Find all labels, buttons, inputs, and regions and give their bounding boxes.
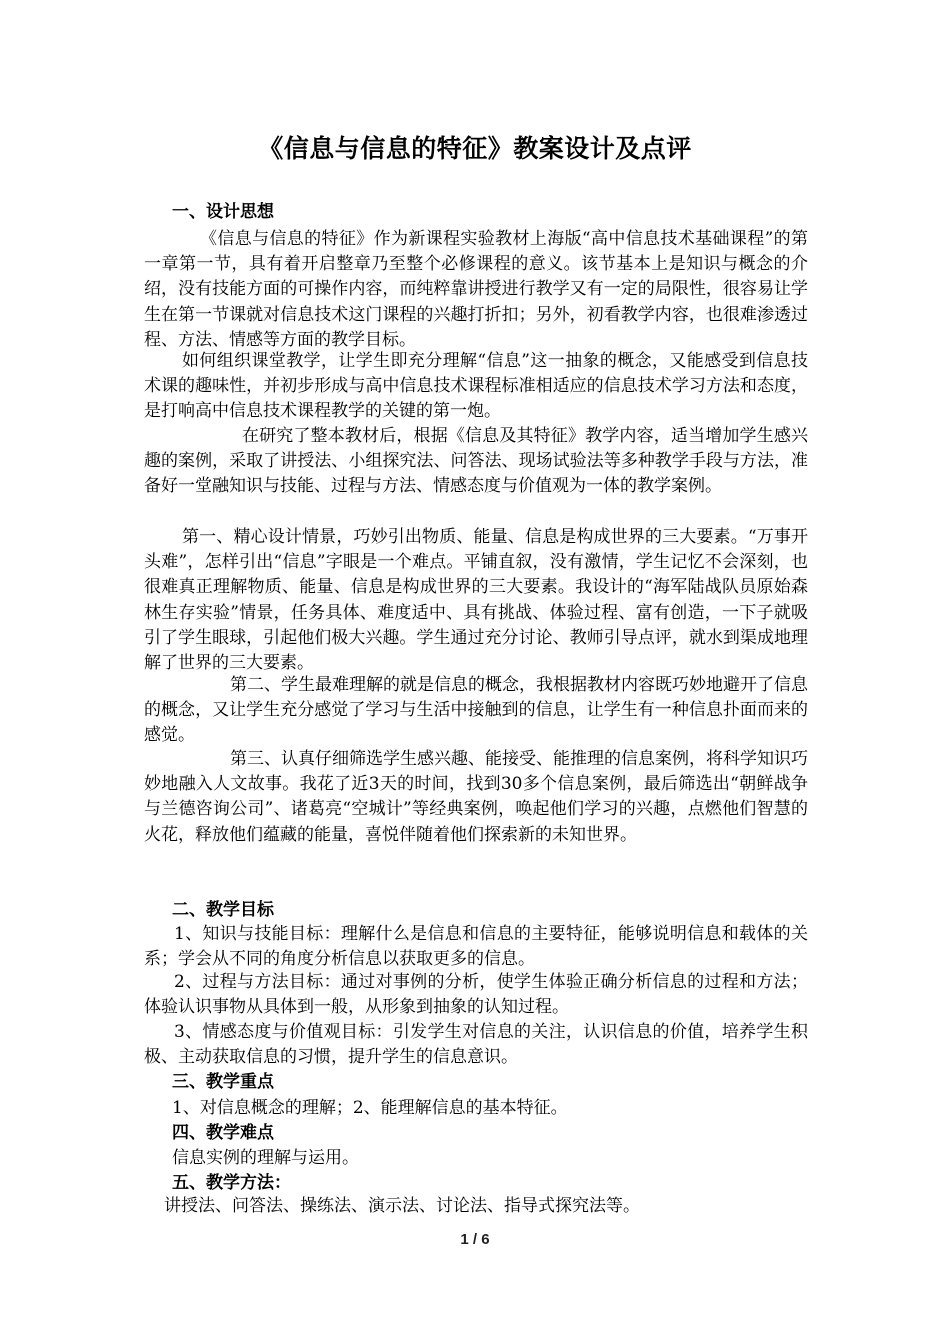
teaching-methods-text: 讲授法、问答法、操练法、演示法、讨论法、指导式探究法等。 <box>164 1196 640 1216</box>
paragraph: 第三、认真仔细筛选学生感兴趣、能接受、能推理的信息案例，将科学知识巧妙地融入人文故事。我花了近3天的时间，找到30多个信息案例，最后筛选出“朝鲜战争与兰德咨询公司”、诸葛亮“空城计”等经典案例，唤起他们学习的兴趣，点燃他们智慧的火花，释放他们蕴藏的能量，喜悦伴随着他们探索新的未知世界。 <box>144 749 808 845</box>
paragraph: 如何组织课堂教学，让学生即充分理解“信息”这一抽象的概念，又能感受到信息技术课的趣味性，并初步形成与高中信息技术课程标准相适应的信息技术学习方法和态度，是打响高中信息技术课程教学的关键的第一炮。 <box>144 351 808 422</box>
paragraph: 《信息与信息的特征》作为新课程实验教材上海版“高中信息技术基础课程”的第一章第一节，具有着开启整章乃至整个必修课程的意义。该节基本上是知识与概念的介绍，没有技能方面的可操作内容，而纯粹靠讲授进行教学又有一定的局限性，很容易让学生在第一节课就对信息技术这门课程的兴趣打折扣；另外，初看教学内容，也很难渗透过程、方法、情感等方面的教学目标。 <box>144 229 808 350</box>
section-heading-teaching-goals: 二、教学目标 <box>172 900 274 920</box>
key-points-text: 1、对信息概念的理解；2、能理解信息的基本特征。 <box>172 1098 568 1118</box>
page-number: 1 / 6 <box>460 1231 490 1248</box>
paragraph: 3、情感态度与价值观目标：引发学生对信息的关注，认识信息的价值，培养学生积极、主动获取信息的习惯，提升学生的信息意识。 <box>144 1022 808 1068</box>
section-heading-difficulties: 四、教学难点 <box>172 1123 274 1143</box>
difficulties-text: 信息实例的理解与运用。 <box>172 1148 359 1168</box>
paragraph: 2、过程与方法目标：通过对事例的分析，使学生体验正确分析信息的过程和方法；体验认识事物从具体到一般，从形象到抽象的认知过程。 <box>144 972 808 1018</box>
paragraph: 1、知识与技能目标：理解什么是信息和信息的主要特征，能够说明信息和载体的关系；学会从不同的角度分析信息以获取更多的信息。 <box>144 924 808 970</box>
paragraph: 第二、学生最难理解的就是信息的概念，我根据教材内容既巧妙地避开了信息的概念，又让学生充分感觉了学习与生活中接触到的信息，让学生有一种信息扑面而来的感觉。 <box>144 675 808 746</box>
section-heading-teaching-methods: 五、教学方法： <box>172 1173 291 1193</box>
document-title: 《信息与信息的特征》教案设计及点评 <box>258 134 692 163</box>
section-heading-key-points: 三、教学重点 <box>172 1072 274 1092</box>
paragraph: 第一、精心设计情景，巧妙引出物质、能量、信息是构成世界的三大要素。“万事开头难”，怎样引出“信息”字眼是一个难点。平铺直叙，没有激情，学生记忆不会深刻，也很难真正理解物质、能量、信息是构成世界的三大要素。我设计的“海军陆战队员原始森林生存实验”情景，任务具体、难度适中、具有挑战、体验过程、富有创造，一下子就吸引了学生眼球，引起他们极大兴趣。学生通过充分讨论、教师引导点评，就水到渠成地理解了世界的三大要素。 <box>144 527 808 674</box>
paragraph: 在研究了整本教材后，根据《信息及其特征》教学内容，适当增加学生感兴趣的案例，采取了讲授法、小组探究法、问答法、现场试验法等多种教学手段与方法，准备好一堂融知识与技能、过程与方法、情感态度与价值观为一体的教学案例。 <box>144 426 808 497</box>
section-heading-design-idea: 一、设计思想 <box>172 202 274 222</box>
